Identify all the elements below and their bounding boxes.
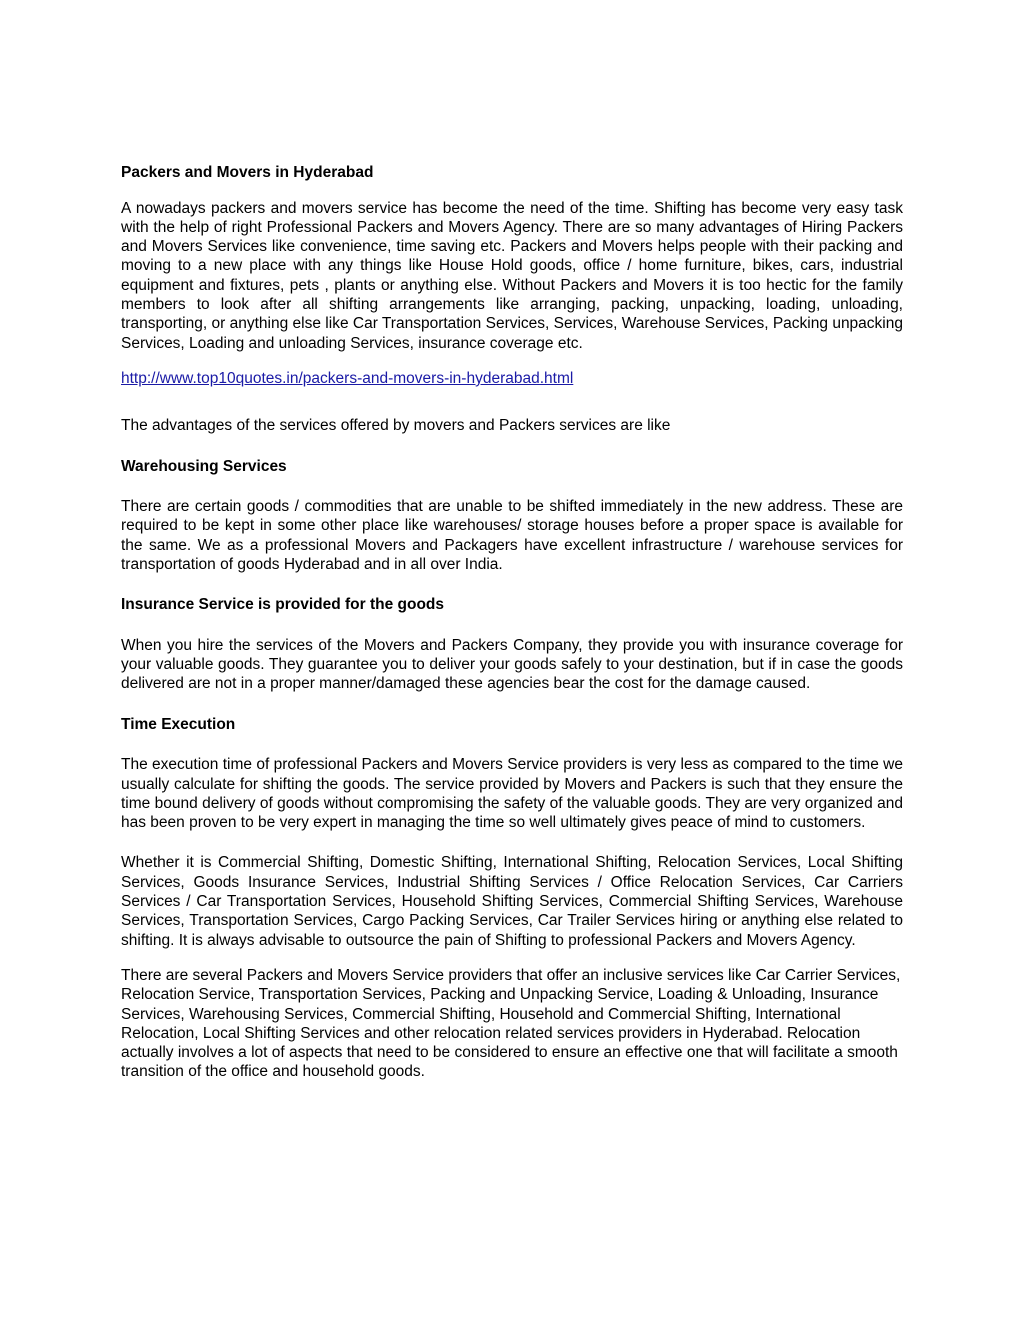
section-body-time-execution: The execution time of professional Packers and Movers Service providers is very less as compared to the time we usually calculate for shifting the goods. The service provided by Movers and Packers is such that they ensure the time bound delivery of goods without compromising the safety of the valuable goods. They are very organized and has been proven to be very expert in managing the time so well ultimately gives peace of mind to customers. bbox=[121, 756, 903, 832]
document-page bbox=[121, 163, 903, 1082]
document-title: Packers and Movers in Hyderabad bbox=[121, 164, 374, 181]
closing-paragraph: There are several Packers and Movers Service providers that offer an inclusive services like Car Carrier Services, Relocation Service, Transportation Services, Packing and Unpacking Service, Loading & Unloading, Insurance Services, Warehousing Services, Commercial Shifting, Household and Commercial Shifting, International Relocation, Local Shifting Services and other relocation related services providers in Hyderabad. Relocation actually involves a lot of aspects that need to be considered to ensure an effective one that will facilitate a smooth transition of the office and household goods. bbox=[121, 966, 901, 1081]
whether-paragraph: Whether it is Commercial Shifting, Domestic Shifting, International Shifting, Relocation Services, Local Shifting Services, Goods Insurance Services, Industrial Shifting Services / Office Relocation Services, Car Carriers Services / Car Transportation Services, Household Shifting Services, Commercial Shifting Services, Warehouse Services, Transportation Services, Cargo Packing Services, Car Trailer Services hiring or anything else related to shifting. It is always advisable to outsource the pain of Shifting to professional Packers and Movers Agency. bbox=[121, 854, 903, 949]
section-heading-insurance: Insurance Service is provided for the goods bbox=[121, 596, 445, 614]
intro-paragraph: A nowadays packers and movers service has become the need of the time. Shifting has become very easy task with the help of right Professional Packers and Movers Agency. There are so many advantages of Hiring Packers and Movers Services like convenience, time saving etc. Packers and Movers helps people with their packing and moving to a new place with any things like House Hold goods, office / home furniture, bikes, cars, industrial equipment and fixtures, pets , plants or anything else. Without Packers and Movers it is too hectic for the family members to look after all shifting arrangements like arranging, packing, unpacking, loading, unloading, transporting, or anything else like Car Transportation Services, Services, Warehouse Services, Packing unpacking Services, Loading and unloading Services, insurance coverage etc. bbox=[121, 199, 903, 352]
section-body-warehousing: There are certain goods / commodities that are unable to be shifted immediately in the new address. These are required to be kept in some other place like warehouses/ storage houses before a proper space is available for the same. We as a professional Movers and Packagers have excellent infrastructure / warehouse services for transportation of goods Hyderabad and in all over India. bbox=[121, 498, 903, 574]
source-link[interactable]: http://www.top10quotes.in/packers-and-movers-in-hyderabad.html bbox=[121, 369, 574, 387]
section-heading-time-execution: Time Execution bbox=[121, 715, 236, 733]
section-heading-warehousing: Warehousing Services bbox=[121, 457, 287, 475]
advantages-intro: The advantages of the services offered by movers and Packers services are like bbox=[121, 417, 671, 435]
section-body-insurance: When you hire the services of the Movers and Packers Company, they provide you with insurance coverage for your valuable goods. They guarantee you to deliver your goods safely to your destination, but if in case the goods delivered are not in a proper manner/damaged these agencies bear the cost for the damage caused. bbox=[121, 636, 903, 693]
